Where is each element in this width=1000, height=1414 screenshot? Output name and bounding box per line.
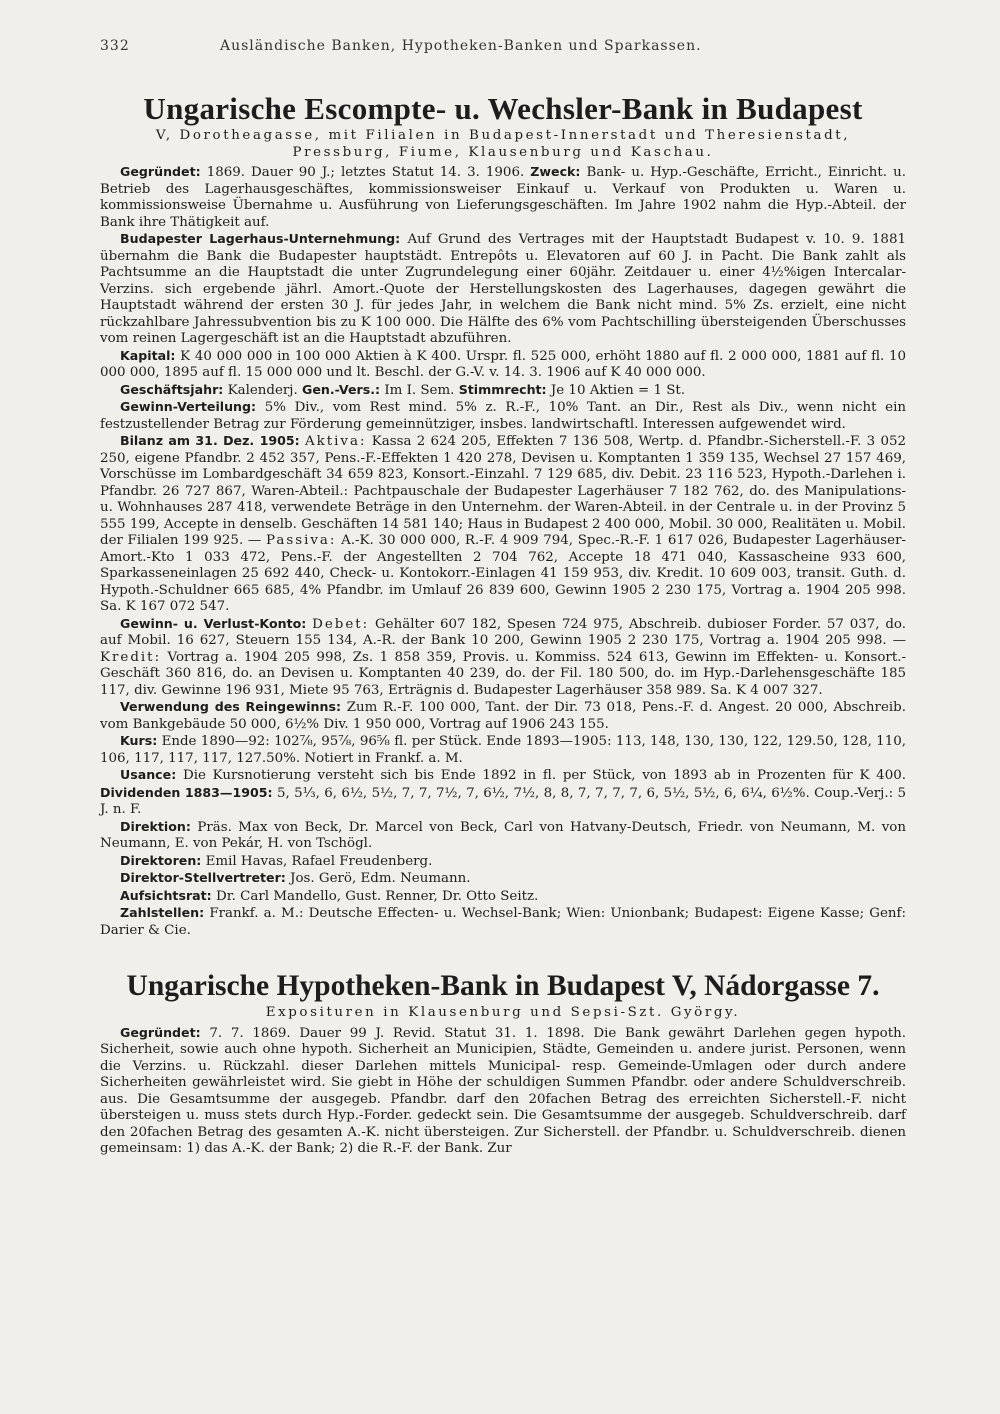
entry-kapital: Kapital: K 40 000 000 in 100 000 Aktien à K 400. Urspr. fl. 525 000, erhöht 1880 auf fl. 2 000 000, 1881 auf fl. 10 000 000, 1895 auf fl. 15 000 000 und lt. Beschl. der G.-V. v. 14. 3. 1906 auf K 40 000 000. [100, 347, 906, 380]
section-subtitle-2: Exposituren in Klausenburg und Sepsi-Szt. György. [265, 1005, 741, 1020]
entry-verwendung: Verwendung des Reingewinns: Zum R.-F. 100 000, Tant. der Dir. 73 018, Pens.-F. d. Angest. 20 000, Abschreib. vom Bankgebäude 50 000, 6½% Div. 1 950 000, Vortrag auf 1906 243 155. [100, 699, 906, 732]
entry-aufsichtsrat: Aufsichtsrat: Dr. Carl Mandello, Gust. Renner, Dr. Otto Seitz. [120, 887, 539, 904]
section-title-hypotheken-bank: Ungarische Hypotheken-Bank in Budapest V, Nádorgasse 7. [126, 970, 880, 1002]
section-subtitle: V, Dorotheagasse, mit Filialen in Budapest-Innerstadt und Theresienstadt, Pressburg, Fiume, Klausenburg und Kaschau. [155, 128, 851, 160]
entry-hyp-gegruendet: Gegründet: 7. 7. 1869. Dauer 99 J. Revid. Statut 31. 1. 1898. Die Bank gewährt Darlehen gegen hypoth. Sicherheit, sowie auch ohne hypoth. Sicherheit an Municipien, Städte, Gemeinden u. andere jurist. Personen, wenn die Verzins. u. Rückzahl. dieser Darlehen mittels Municipal- resp. Gemeinde-Umlagen oder durch andere Sicherheiten gewährleistet wird. Sie giebt in Höhe der schuldigen Summen Pfandbr. oder andere Schuldverschreib. aus. Die Gesamtsumme der ausgegeb. Pfandbr. darf den 20fachen Betrag des erreichten Sicherstell.-F. nicht übersteigen u. muss stets durch Hyp.-Forder. gedeckt sein. Die Gesamtsumme der ausgegeb. Schuldverschreib. darf den 20fachen Betrag des gesamten A.-K. nicht übersteigen. Zur Sicherstell. der Pfandbr. u. Schuldverschreib. dienen gemeinsam: 1) das A.-K. der Bank; 2) die R.-F. der Bank. Zur [100, 1024, 906, 1156]
entry-usance: Usance: Die Kursnotierung versteht sich bis Ende 1892 in fl. per Stück, von 1893 ab in Prozenten für K 400. Dividenden 1883—1905: 5, 5⅓, 6, 6½, 5½, 7, 7, 7½, 7, 6½, 7½, 8, 8, 7, 7, 7, 7, 6, 5½, 5½, 6, 6¼, 6½%. Coup.-Verj.: 5 J. n. F. [100, 767, 907, 817]
running-head [100, 38, 906, 54]
entry-bilanz: Bilanz am 31. Dez. 1905: Aktiva: Kassa 2 624 205, Effekten 7 136 508, Wertp. d. Pfandbr.-Sicherstell.-F. 3 052 250, eigene Pfandbr. 2 452 357, Pens.-F.-Effekten 1 420 278, Devisen u. Komptanten 1 359 135, Wechsel 27 157 469, Vorschüsse im Lombardgeschäft 34 659 823, Konsort.-Einzahl. 7 129 685, div. Debit. 23 116 523, Hypoth.-Darlehen i. Pfandbr. 26 727 867, Waren-Abteil.: Pachtpauschale der Budapester Lagerhäuser 7 182 762, do. des Manipulations- u. Wohnhauses 287 418, verwendete Beträge in den Unternehm. der Waren-Abteil. in der Centrale u. in der Provinz 5 555 199, Accepte in denselb. Geschäften 14 581 140; Haus in Budapest 2 400 000, Mobil. 30 000, Realitäten u. Mobil. der Filialen 199 925. — Passiva: A.-K. 30 000 000, R.-F. 4 909 794, Spec.-R.-F. 1 617 026, Budapester Lagerhäuser-Amort.-Kto 1 033 472, Pens.-F. der Angestellten 2 704 762, Accepte 18 471 040, Kassascheine 933 600, Sparkasseneinlagen 25 692 440, Check- u. Kontokorr.-Einlagen 41 159 953, div. Kredit. 10 609 003, transit. Guth. d. Hypoth.-Schuldner 665 685, 4% Pfandbr. im Umlauf 26 839 600, Gewinn 1905 2 230 175, Vortrag a. 1904 205 998. Sa. K 167 072 547. [100, 433, 907, 614]
page-number: 332 [100, 38, 130, 54]
document-page [100, 38, 906, 1158]
entry-direktoren: Direktoren: Emil Havas, Rafael Freudenberg. [120, 852, 433, 869]
entry-geschaeftsjahr: Geschäftsjahr: Kalenderj. Gen.-Vers.: Im I. Sem. Stimmrecht: Je 10 Aktien = 1 St. [120, 381, 686, 398]
entry-direktion: Direktion: Präs. Max von Beck, Dr. Marcel von Beck, Carl von Hatvany-Deutsch, Friedr. von Neumann, M. von Neumann, E. von Pekár, H. von Tschögl. [100, 818, 906, 851]
entry-lagerhaus: Budapester Lagerhaus-Unternehmung: Auf Grund des Vertrages mit der Hauptstadt Budapest v. 10. 9. 1881 übernahm die Bank die Budapester hauptstädt. Entrepôts u. Elevatoren auf 60 J. in Pacht. Die Bank zahlt als Pachtsumme an die Hauptstadt die unter Zugrundelegung einer 60jähr. Zeitdauer u. einer 4½%igen Intercalar-Verzins. sich ergebende jährl. Amort.-Quote der Herstellungskosten des Lagerhauses, dagegen gewährt die Hauptstadt während der ersten 30 J. für jedes Jahr, in welchem die Bank nicht mind. 5% Zs. erzielt, eine nicht rückzahlbare Jahressubvention bis zu K 100 000. Die Hälfte des 6% vom Pachtschilling übersteigenden Überschusses vom reinen Lagergeschäft ist an die Hauptstadt abzuführen. [100, 231, 906, 346]
entry-gewinn-verteilung: Gewinn-Verteilung: 5% Div., vom Rest mind. 5% z. R.-F., 10% Tant. an Dir., Rest als Div., wenn nicht ein festzustellender Betrag zur Förderung gemeinnütziger, insbes. landwirtschaftl. Interessen aufgewendet wird. [100, 399, 907, 432]
entry-zahlstellen: Zahlstellen: Frankf. a. M.: Deutsche Effecten- u. Wechsel-Bank; Wien: Unionbank; Budapest: Eigene Kasse; Genf: Darier & Cie. [100, 905, 906, 938]
running-title: Ausländische Banken, Hypotheken-Banken und Sparkassen. [220, 38, 702, 54]
entry-kurs: Kurs: Ende 1890—92: 102⅞, 95⅞, 96⅝ fl. per Stück. Ende 1893—1905: 113, 148, 130, 130, 122, 129.50, 128, 110, 106, 117, 117, 117, 127.50%. Notiert in Frankf. a. M. [100, 733, 906, 766]
entry-gewinn-verlust-konto: Gewinn- u. Verlust-Konto: Debet: Gehälter 607 182, Spesen 724 975, Abschreib. dubioser Forder. 57 037, do. auf Mobil. 16 627, Steuern 155 134, A.-R. der Bank 10 200, Gewinn 1905 2 230 175, Vortrag a. 1904 205 998. — Kredit: Vortrag a. 1904 205 998, Zs. 1 858 359, Provis. u. Kommiss. 524 613, Gewinn im Effekten- u. Konsort.-Geschäft 360 816, do. an Devisen u. Komptanten 40 239, do. der Fil. 180 500, do. im Hyp.-Darlehensgeschäfte 185 117, div. Gewinne 196 931, Miete 95 763, Erträgnis d. Budapester Lagerhäuser 358 989. Sa. K 4 007 327. [100, 615, 907, 698]
section-title-escompte-bank: Ungarische Escompte- u. Wechsler-Bank in Budapest [143, 91, 863, 126]
entry-direktor-stellvertreter: Direktor-Stellvertreter: Jos. Gerö, Edm. Neumann. [120, 870, 471, 886]
entry-gegruendet-zweck: Gegründet: 1869. Dauer 90 J.; letztes Statut 14. 3. 1906. Zweck: Bank- u. Hyp.-Geschäfte, Erricht., Einricht. u. Betrieb des Lagerhausgeschäftes, kommissionsweiser Einkauf u. Verkauf von Produkten u. Waren u. kommissionsweise Übernahme u. Ausführung von Lieferungsgeschäften. Im Jahre 1902 nahm die Hyp.-Abteil. der Bank ihre Thätigkeit auf. [100, 164, 906, 230]
